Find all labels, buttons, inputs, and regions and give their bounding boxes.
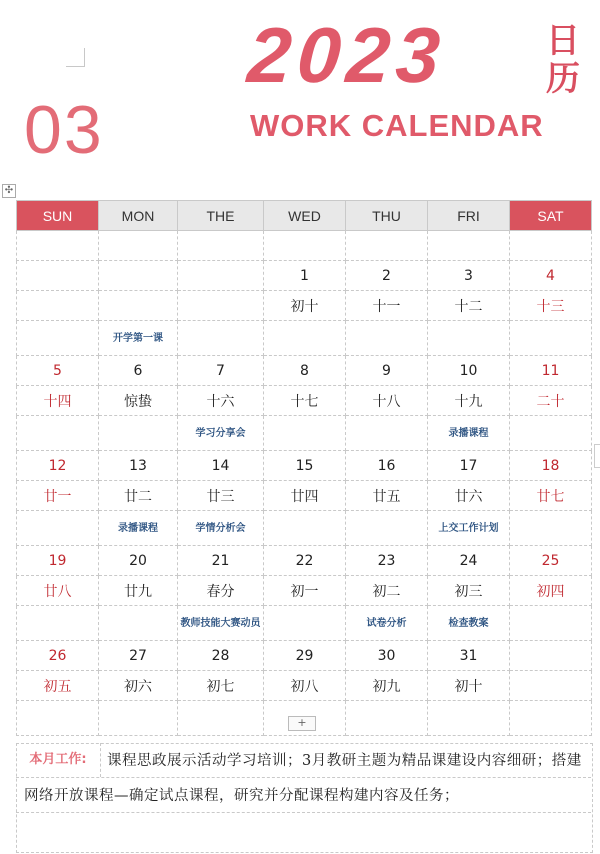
date-cell: 11	[510, 356, 592, 386]
lunar-date-cell: 初七	[178, 671, 264, 701]
lunar-date-cell: 初四	[510, 576, 592, 606]
weekday-wed: WED	[264, 201, 346, 231]
year-suffix: 日历	[546, 21, 580, 99]
weekday-sun: SUN	[17, 201, 99, 231]
event-note-cell[interactable]	[264, 321, 346, 356]
week-1-date-row	[17, 261, 592, 291]
date-cell: 13	[99, 451, 178, 481]
lunar-date-cell: 十三	[510, 291, 592, 321]
date-cell: 31	[428, 641, 510, 671]
monthly-work-text[interactable]: 课程思政展示活动学习培训；3月教研主题为精品课建设内容细研；搭建网络开放课程—确定试点课程，研究并分配课程构建内容及任务；	[24, 753, 582, 804]
date-cell: 9	[346, 356, 428, 386]
lunar-date-cell: 廿二	[99, 481, 178, 511]
week-3-note-row	[17, 511, 592, 546]
event-note-cell[interactable]: 检查教案	[428, 606, 510, 641]
date-cell: 1	[264, 261, 346, 291]
date-cell: 6	[99, 356, 178, 386]
event-note-cell[interactable]	[99, 606, 178, 641]
date-cell: 26	[17, 641, 99, 671]
lunar-date-cell: 廿五	[346, 481, 428, 511]
lunar-date-cell	[17, 291, 99, 321]
lunar-date-cell: 十九	[428, 386, 510, 416]
event-note-cell[interactable]	[178, 701, 264, 736]
work-calendar-title: WORK CALENDAR	[250, 108, 544, 143]
lunar-date-cell: 廿六	[428, 481, 510, 511]
lunar-date-cell	[178, 291, 264, 321]
date-cell: 4	[510, 261, 592, 291]
event-note-cell[interactable]	[17, 606, 99, 641]
lunar-date-cell: 十一	[346, 291, 428, 321]
event-note-cell[interactable]	[510, 606, 592, 641]
week-2-date-row	[17, 356, 592, 386]
date-cell: 21	[178, 546, 264, 576]
event-note-cell[interactable]: 录播课程	[428, 416, 510, 451]
weekday-thu: THU	[346, 201, 428, 231]
event-note-cell[interactable]	[510, 321, 592, 356]
lunar-date-cell: 初十	[264, 291, 346, 321]
week-4-note-row	[17, 606, 592, 641]
date-cell: 29	[264, 641, 346, 671]
date-cell: 22	[264, 546, 346, 576]
lunar-date-cell: 十七	[264, 386, 346, 416]
lunar-date-cell: 初六	[99, 671, 178, 701]
date-cell: 10	[428, 356, 510, 386]
event-note-cell[interactable]	[510, 416, 592, 451]
date-cell	[17, 261, 99, 291]
lunar-date-cell: 廿七	[510, 481, 592, 511]
lunar-date-cell	[99, 291, 178, 321]
date-cell: 24	[428, 546, 510, 576]
lunar-date-cell: 惊蛰	[99, 386, 178, 416]
weekday-mon: MON	[99, 201, 178, 231]
date-cell	[99, 261, 178, 291]
event-note-cell[interactable]	[428, 701, 510, 736]
date-cell: 20	[99, 546, 178, 576]
side-resize-handle[interactable]	[594, 444, 600, 468]
event-note-cell[interactable]: 试卷分析	[346, 606, 428, 641]
date-cell: 15	[264, 451, 346, 481]
lunar-date-cell: 初八	[264, 671, 346, 701]
event-note-cell[interactable]	[264, 416, 346, 451]
lunar-date-cell: 十八	[346, 386, 428, 416]
lunar-date-cell: 廿九	[99, 576, 178, 606]
week-2-lunar-row	[17, 386, 592, 416]
event-note-cell[interactable]	[346, 416, 428, 451]
lunar-date-cell: 初九	[346, 671, 428, 701]
week-5-date-row	[17, 641, 592, 671]
lunar-date-cell: 廿三	[178, 481, 264, 511]
week-4-date-row	[17, 546, 592, 576]
event-note-cell[interactable]	[99, 416, 178, 451]
lunar-date-cell: 十二	[428, 291, 510, 321]
date-cell: 25	[510, 546, 592, 576]
lunar-date-cell	[510, 671, 592, 701]
week-1-note-row	[17, 321, 592, 356]
event-note-cell[interactable]: 学习分享会	[178, 416, 264, 451]
date-cell: 17	[428, 451, 510, 481]
event-note-cell[interactable]	[17, 416, 99, 451]
page-corner-mark	[66, 48, 85, 67]
lunar-date-cell: 十六	[178, 386, 264, 416]
date-cell: 7	[178, 356, 264, 386]
date-cell: 23	[346, 546, 428, 576]
lunar-date-cell: 春分	[178, 576, 264, 606]
weekday-header-row	[17, 201, 592, 231]
monthly-work-label: 本月工作:	[16, 743, 101, 777]
add-row-button[interactable]: +	[288, 716, 316, 731]
lunar-date-cell: 十四	[17, 386, 99, 416]
event-note-cell[interactable]	[264, 606, 346, 641]
date-cell: 28	[178, 641, 264, 671]
year-title: 2023	[244, 11, 449, 99]
lunar-date-cell: 初三	[428, 576, 510, 606]
date-cell: 14	[178, 451, 264, 481]
table-move-handle-icon[interactable]: ✣	[2, 184, 16, 198]
event-note-cell[interactable]	[178, 321, 264, 356]
week-5-lunar-row	[17, 671, 592, 701]
event-note-cell[interactable]	[99, 701, 178, 736]
event-note-cell[interactable]	[17, 701, 99, 736]
date-cell: 27	[99, 641, 178, 671]
date-cell: 30	[346, 641, 428, 671]
date-cell: 2	[346, 261, 428, 291]
event-note-cell[interactable]	[264, 511, 346, 546]
event-note-cell[interactable]	[428, 321, 510, 356]
weekday-tue: THE	[178, 201, 264, 231]
event-note-cell[interactable]	[346, 701, 428, 736]
date-cell: 12	[17, 451, 99, 481]
month-number: 03	[24, 92, 104, 168]
calendar-table	[16, 200, 591, 736]
event-note-cell[interactable]: 学情分析会	[178, 511, 264, 546]
date-cell	[178, 261, 264, 291]
date-cell: 3	[428, 261, 510, 291]
lunar-date-cell: 廿八	[17, 576, 99, 606]
event-note-cell[interactable]: 录播课程	[99, 511, 178, 546]
week-2-note-row	[17, 416, 592, 451]
lunar-date-cell: 初二	[346, 576, 428, 606]
event-note-cell[interactable]: 上交工作计划	[428, 511, 510, 546]
date-cell: 5	[17, 356, 99, 386]
lunar-date-cell: 初一	[264, 576, 346, 606]
week-1-lunar-row	[17, 291, 592, 321]
weekday-fri: FRI	[428, 201, 510, 231]
date-cell	[510, 641, 592, 671]
week-3-lunar-row	[17, 481, 592, 511]
week-3-date-row	[17, 451, 592, 481]
event-note-cell[interactable]	[510, 701, 592, 736]
lunar-date-cell: 廿四	[264, 481, 346, 511]
date-cell: 19	[17, 546, 99, 576]
event-note-cell[interactable]	[346, 511, 428, 546]
event-note-cell[interactable]	[346, 321, 428, 356]
event-note-cell[interactable]: 教师技能大赛动员	[178, 606, 264, 641]
event-note-cell[interactable]	[510, 511, 592, 546]
weekday-sat: SAT	[510, 201, 592, 231]
week-4-lunar-row	[17, 576, 592, 606]
date-cell: 18	[510, 451, 592, 481]
event-note-cell[interactable]: 开学第一课	[99, 321, 178, 356]
date-cell: 16	[346, 451, 428, 481]
lunar-date-cell: 初五	[17, 671, 99, 701]
event-note-cell[interactable]	[17, 321, 99, 356]
lunar-date-cell: 二十	[510, 386, 592, 416]
event-note-cell[interactable]	[17, 511, 99, 546]
lunar-date-cell: 初十	[428, 671, 510, 701]
date-cell: 8	[264, 356, 346, 386]
lunar-date-cell: 廿一	[17, 481, 99, 511]
blank-row	[17, 231, 592, 261]
